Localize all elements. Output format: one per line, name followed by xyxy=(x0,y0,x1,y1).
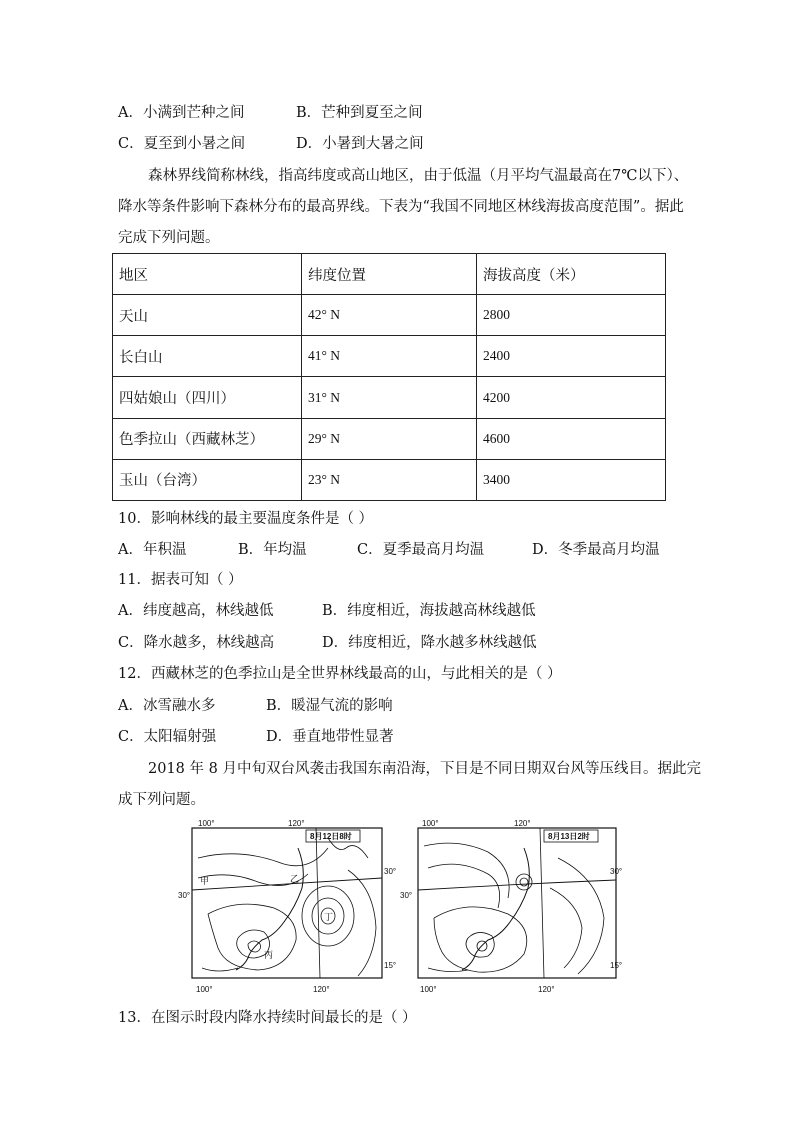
table-cell-latitude: 42° N xyxy=(302,295,477,336)
left-map-lat-15: 15° xyxy=(384,961,397,970)
q12-option-c: C．太阳辐射强 xyxy=(118,729,217,745)
q11-option-a: A．纬度越高，林线越低 xyxy=(118,603,274,619)
left-map-lon-bottom-left: 100° xyxy=(196,985,213,994)
table-cell-latitude: 23° N xyxy=(302,459,477,500)
table-cell-region: 玉山（台湾） xyxy=(113,459,302,500)
table-row xyxy=(113,418,666,459)
left-map-date: 8月12日8时 xyxy=(310,832,352,841)
q9-option-a: A．小满到芒种之间 xyxy=(118,105,245,121)
table-header-cell: 纬度位置 xyxy=(302,254,477,295)
table-cell-altitude: 2400 xyxy=(477,336,666,377)
table-cell-region: 色季拉山（西藏林芝） xyxy=(113,418,302,459)
left-map-lon-bottom-right: 120° xyxy=(313,985,330,994)
table-cell-latitude: 29° N xyxy=(302,418,477,459)
q10-option-c: C．夏季最高月均温 xyxy=(357,542,485,558)
q10-option-d: D．冬季最高月均温 xyxy=(532,542,660,558)
q11-option-b: B．纬度相近，海拔越高林线越低 xyxy=(322,603,536,619)
left-map-lon-top-right: 120° xyxy=(288,819,305,828)
table-cell-altitude: 2800 xyxy=(477,295,666,336)
left-map-label-bing: 丙 xyxy=(264,950,274,960)
left-isobar-map xyxy=(178,819,396,994)
left-map-lat-30-right: 30° xyxy=(384,867,397,876)
intro1-line1: 森林界线简称林线，指高纬度或高山地区，由于低温（月平均气温最高在7℃以下）、 xyxy=(148,168,689,184)
table-row xyxy=(113,295,666,336)
intro2-line1: 2018 年 8 月中旬双台风袭击我国东南沿海，下目是不同日期双台风等压线目。据此完 xyxy=(148,761,701,777)
q9-option-d: D．小暑到大暑之间 xyxy=(296,136,424,152)
q12-option-a: A．冰雪融水多 xyxy=(118,698,216,714)
left-map-lat-30: 30° xyxy=(178,891,191,900)
q9-option-c: C．夏至到小暑之间 xyxy=(118,136,246,152)
left-map-lon-top-left: 100° xyxy=(198,819,215,828)
q12-option-d: D．垂直地带性显著 xyxy=(266,729,394,745)
intro2-line2: 成下列问题。 xyxy=(118,792,205,808)
table-header-cell: 地区 xyxy=(113,254,302,295)
q12-stem: 12．西藏林芝的色季拉山是全世界林线最高的山，与此相关的是（ ） xyxy=(118,666,562,682)
q11-option-d: D．纬度相近，降水越多林线越低 xyxy=(322,635,537,651)
table-cell-altitude: 3400 xyxy=(477,459,666,500)
table-row xyxy=(113,459,666,500)
intro1-line2: 降水等条件影响下森林分布的最高界线。下表为“我国不同地区林线海拔高度范围”。据此 xyxy=(118,199,684,215)
table-cell-altitude: 4200 xyxy=(477,377,666,418)
q10-stem: 10．影响林线的最主要温度条件是（ ） xyxy=(118,511,374,527)
typhoon-isobar-maps xyxy=(178,818,628,1000)
left-map-label-jia: 甲 xyxy=(200,876,210,886)
table-cell-latitude: 41° N xyxy=(302,336,477,377)
right-map-lat-30-right: 30° xyxy=(610,867,623,876)
right-map-lon-top-left: 100° xyxy=(422,819,439,828)
table-cell-altitude: 4600 xyxy=(477,418,666,459)
q11-option-c: C．降水越多，林线越高 xyxy=(118,635,275,651)
table-header-cell: 海拔高度（米） xyxy=(477,254,666,295)
right-map-lon-bottom-right: 120° xyxy=(538,985,555,994)
table-header-row xyxy=(113,254,666,295)
table-cell-region: 四姑娘山（四川） xyxy=(113,377,302,418)
right-map-lon-bottom-left: 100° xyxy=(420,985,437,994)
q10-option-b: B．年均温 xyxy=(238,542,307,558)
table-row xyxy=(113,377,666,418)
right-isobar-map xyxy=(400,819,622,994)
right-map-lon-top-right: 120° xyxy=(514,819,531,828)
treeline-table xyxy=(112,253,666,501)
q9-option-b: B．芒种到夏至之间 xyxy=(296,105,423,121)
table-cell-latitude: 31° N xyxy=(302,377,477,418)
left-map-label-ding: 丁 xyxy=(324,912,334,922)
right-map-lat-30: 30° xyxy=(400,891,413,900)
q11-stem: 11．据表可知（ ） xyxy=(118,572,243,588)
left-map-label-yi: 乙 xyxy=(290,874,300,884)
table-cell-region: 天山 xyxy=(113,295,302,336)
right-map-lat-15: 15° xyxy=(610,961,623,970)
intro1-line3: 完成下列问题。 xyxy=(118,230,220,246)
q12-option-b: B．暖湿气流的影响 xyxy=(266,698,393,714)
table-row xyxy=(113,336,666,377)
right-map-date: 8月13日2时 xyxy=(548,832,590,841)
q10-option-a: A．年积温 xyxy=(118,542,187,558)
table-cell-region: 长白山 xyxy=(113,336,302,377)
q13-stem: 13．在图示时段内降水持续时间最长的是（ ） xyxy=(118,1010,417,1026)
